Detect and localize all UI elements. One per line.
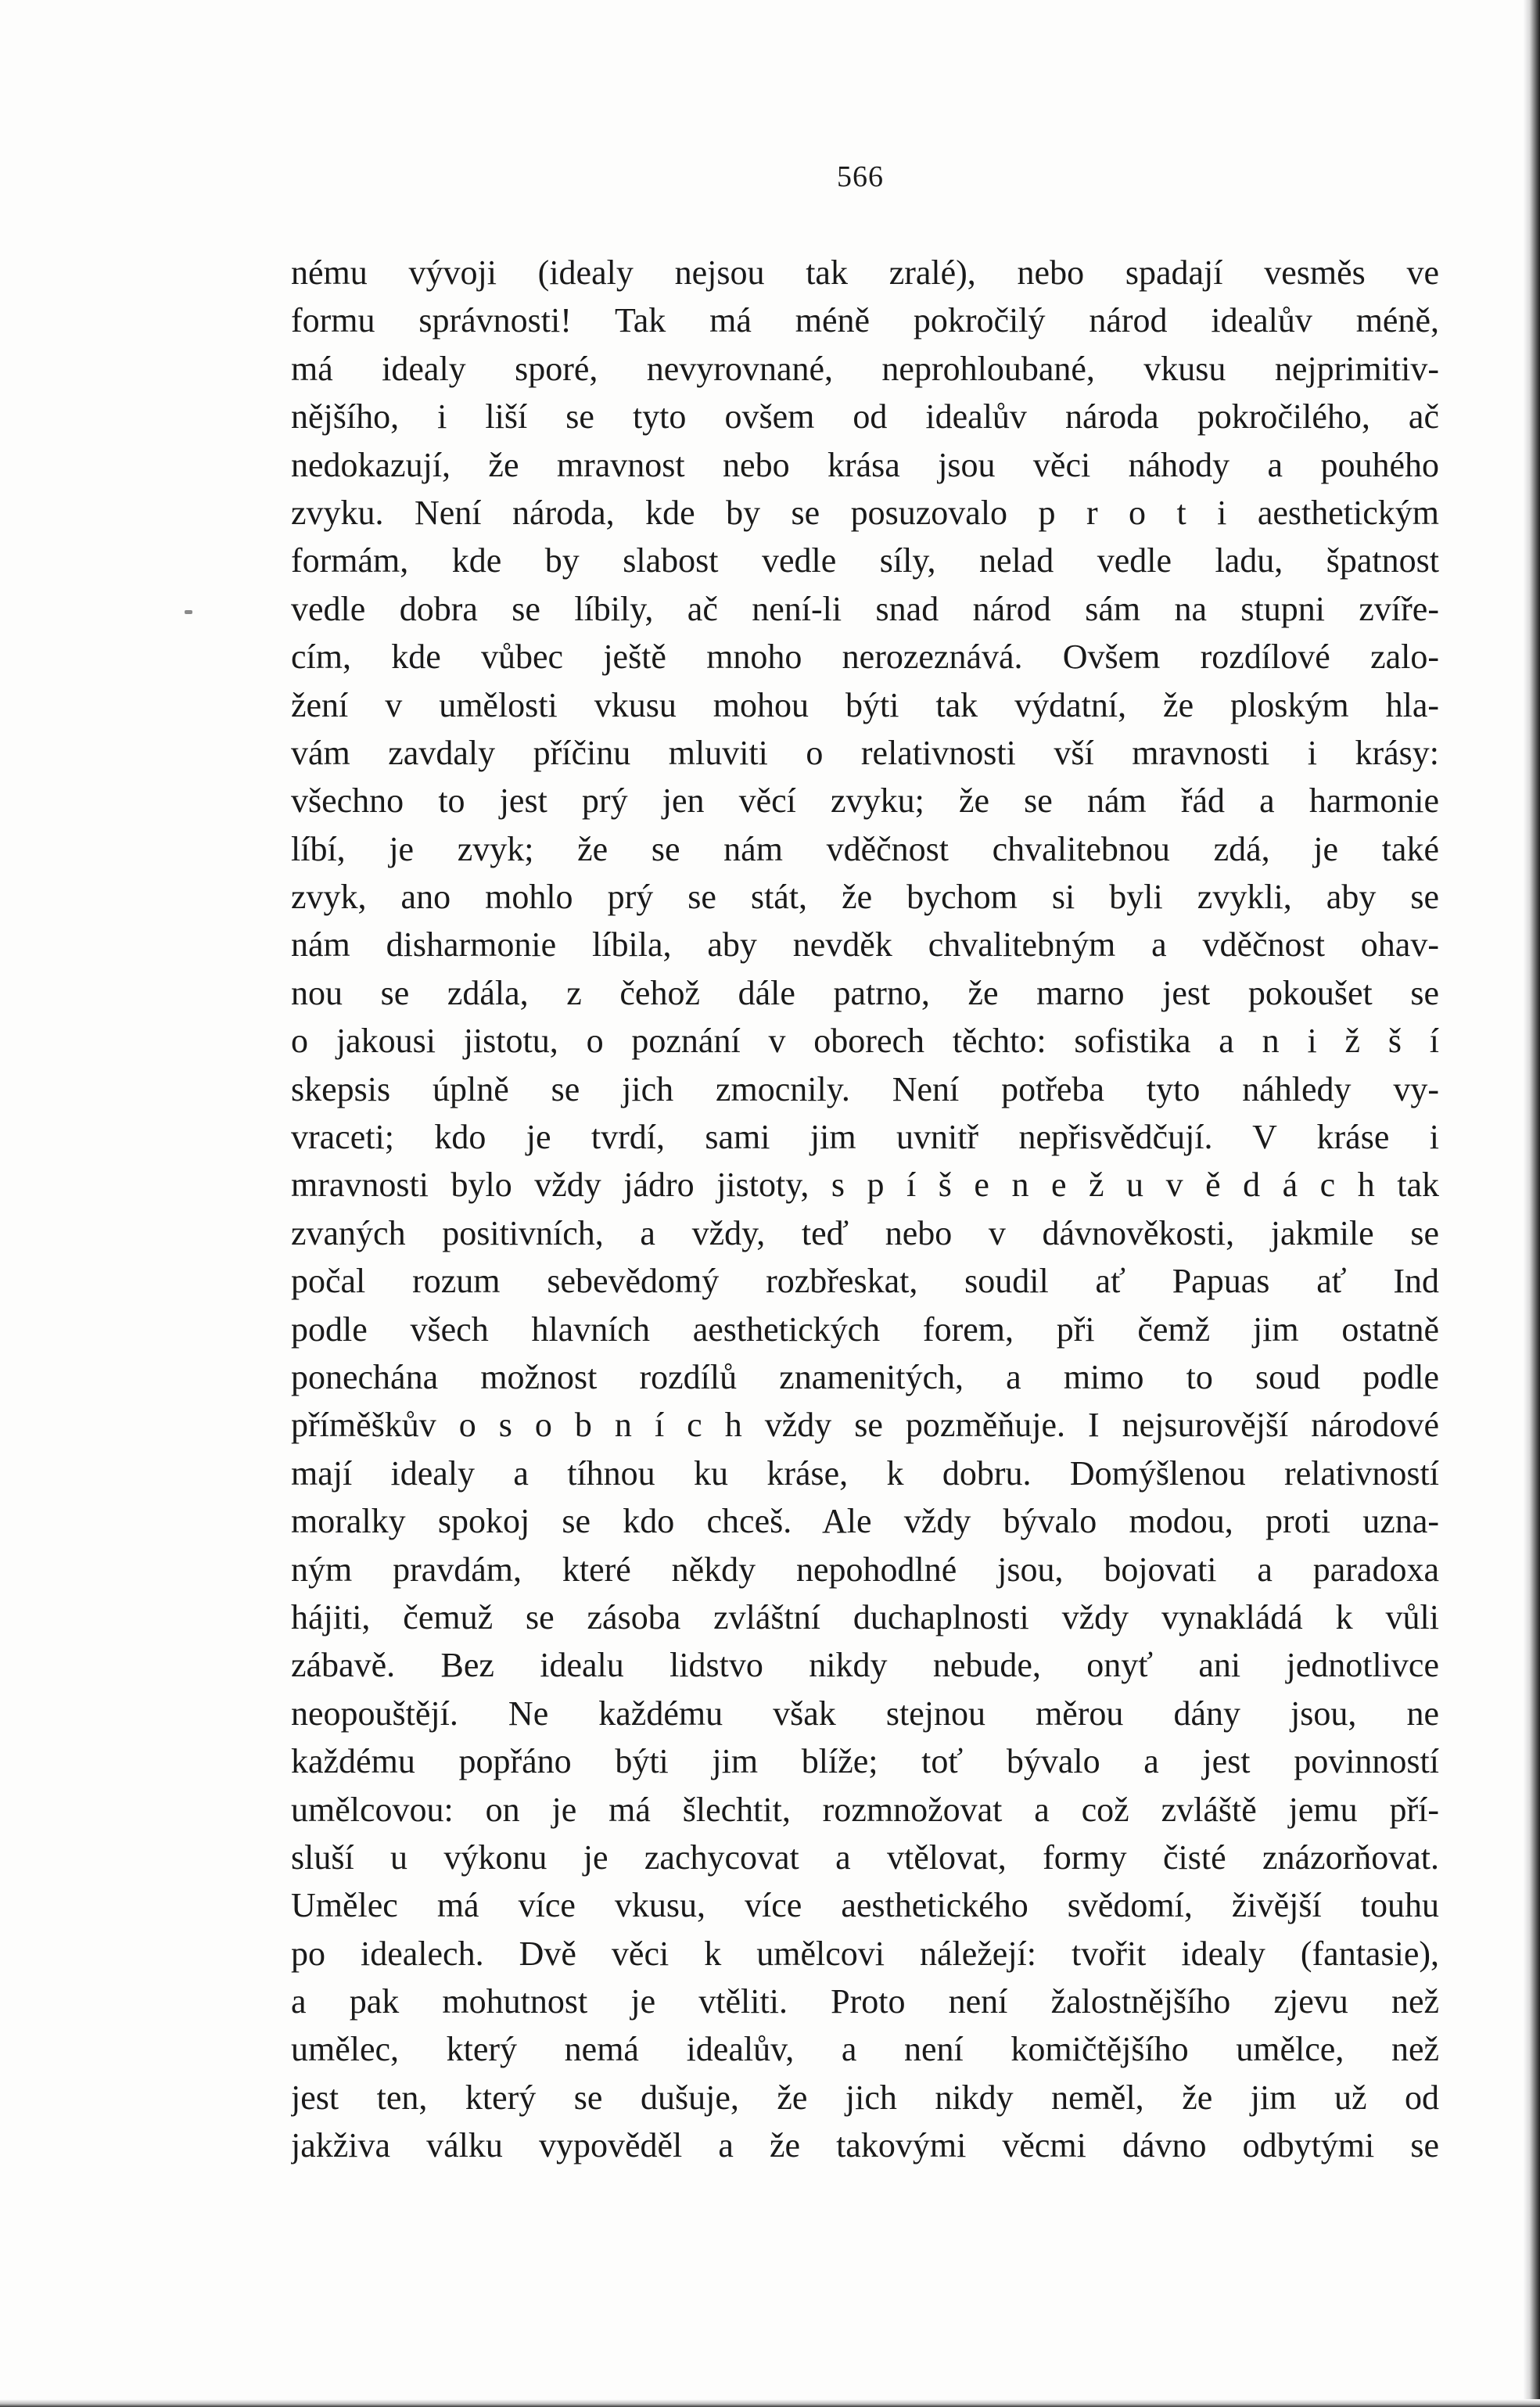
text-line: o jakousi jistotu, o poznání v oborech těchto: sofistika a n i ž š í (291, 1022, 1439, 1061)
stray-ink-mark (185, 610, 192, 614)
text-line: neopouštějí. Ne každému však stejnou měrou dány jsou, ne (291, 1694, 1439, 1733)
text-line: nému vývoji (idealy nejsou tak zralé), nebo spadají vesměs ve (291, 253, 1439, 292)
text-line: jest ten, který se dušuje, že jich nikdy neměl, že jim už od (291, 2078, 1439, 2117)
text-line: zvyk, ano mohlo prý se stát, že bychom si byli zvykli, aby se (291, 878, 1439, 917)
text-line: nou se zdála, z čehož dále patrno, že marno jest pokoušet se (291, 973, 1439, 1012)
page-edge-shadow-bottom (0, 2399, 1540, 2407)
text-line: jakživa válku vypověděl a že takovými věcmi dávno odbytými se (291, 2126, 1439, 2165)
text-line: a pak mohutnost je vtěliti. Proto není žalostnějšího zjevu než (291, 1982, 1439, 2021)
text-line: má idealy sporé, nevyrovnané, neprohloubané, vkusu nejprimitiv- (291, 349, 1439, 388)
text-line: příměškův o s o b n í c h vždy se pozměňuje. I nejsurovější národové (291, 1406, 1439, 1445)
page-edge-shadow-right (1523, 0, 1540, 2407)
text-line: všechno to jest prý jen věcí zvyku; že se nám řád a harmonie (291, 781, 1439, 821)
text-line: mravnosti bylo vždy jádro jistoty, s p í š e n e ž u v ě d á c h tak (291, 1166, 1439, 1205)
text-line: formu správnosti! Tak má méně pokročilý národ idealův méně, (291, 301, 1439, 340)
text-line: zábavě. Bez idealu lidstvo nikdy nebude, onyť ani jednotlivce (291, 1646, 1439, 1685)
body-text (291, 249, 1439, 2170)
text-line: formám, kde by slabost vedle síly, nelad vedle ladu, špatnost (291, 541, 1439, 580)
text-line: nějšího, i liší se tyto ovšem od idealův národa pokročilého, ač (291, 397, 1439, 436)
text-line: sluší u výkonu je zachycovat a vtělovat, formy čisté znázorňovat. (291, 1838, 1439, 1877)
text-line: moralky spokoj se kdo chceš. Ale vždy bývalo modou, proti uzna- (291, 1502, 1439, 1541)
text-line: podle všech hlavních aesthetických forem, při čemž jim ostatně (291, 1309, 1439, 1349)
text-line: Umělec má více vkusu, více aesthetického svědomí, živější touhu (291, 1886, 1439, 1925)
text-line: žení v umělosti vkusu mohou býti tak výdatní, že ploským hla- (291, 685, 1439, 724)
text-line: skepsis úplně se jich zmocnily. Není potřeba tyto náhledy vy- (291, 1069, 1439, 1108)
text-line: vraceti; kdo je tvrdí, sami jim uvnitř nepřisvědčují. V kráse i (291, 1118, 1439, 1157)
page-number: 566 (837, 160, 884, 193)
text-line: každému popřáno býti jim blíže; toť bývalo a jest povinností (291, 1742, 1439, 1781)
text-line: nám disharmonie líbila, aby nevděk chvalitebným a vděčnost ohav- (291, 925, 1439, 965)
text-line: vám zavdaly příčinu mluviti o relativnosti vší mravnosti i krásy: (291, 733, 1439, 772)
text-line: líbí, je zvyk; že se nám vděčnost chvalitebnou zdá, je také (291, 829, 1439, 868)
text-line: cím, kde vůbec ještě mnoho nerozeznává. Ovšem rozdílové zalo- (291, 638, 1439, 677)
text-line: po idealech. Dvě věci k umělcovi náležejí: tvořit idealy (fantasie), (291, 1934, 1439, 1973)
text-line: ným pravdám, které někdy nepohodlné jsou, bojovati a paradoxa (291, 1550, 1439, 1589)
text-line: ponechána možnost rozdílů znamenitých, a mimo to soud podle (291, 1357, 1439, 1396)
text-line: umělec, který nemá idealův, a není komičtějšího umělce, než (291, 2030, 1439, 2069)
text-line: hájiti, čemuž se zásoba zvláštní duchaplnosti vždy vynakládá k vůli (291, 1597, 1439, 1636)
text-line: nedokazují, že mravnost nebo krása jsou věci náhody a pouhého (291, 445, 1439, 484)
text-line: zvaných positivních, a vždy, teď nebo v dávnověkosti, jakmile se (291, 1213, 1439, 1252)
text-line: zvyku. Není národa, kde by se posuzovalo p r o t i aesthetickým (291, 493, 1439, 532)
text-line: vedle dobra se líbily, ač není-li snad národ sám na stupni zvíře- (291, 589, 1439, 628)
text-line: umělcovou: on je má šlechtit, rozmnožovat a což zvláště jemu pří- (291, 1790, 1439, 1829)
text-line: mají idealy a tíhnou ku kráse, k dobru. Domýšlenou relativností (291, 1453, 1439, 1493)
text-line: počal rozum sebevědomý rozbřeskat, soudil ať Papuas ať Ind (291, 1262, 1439, 1301)
